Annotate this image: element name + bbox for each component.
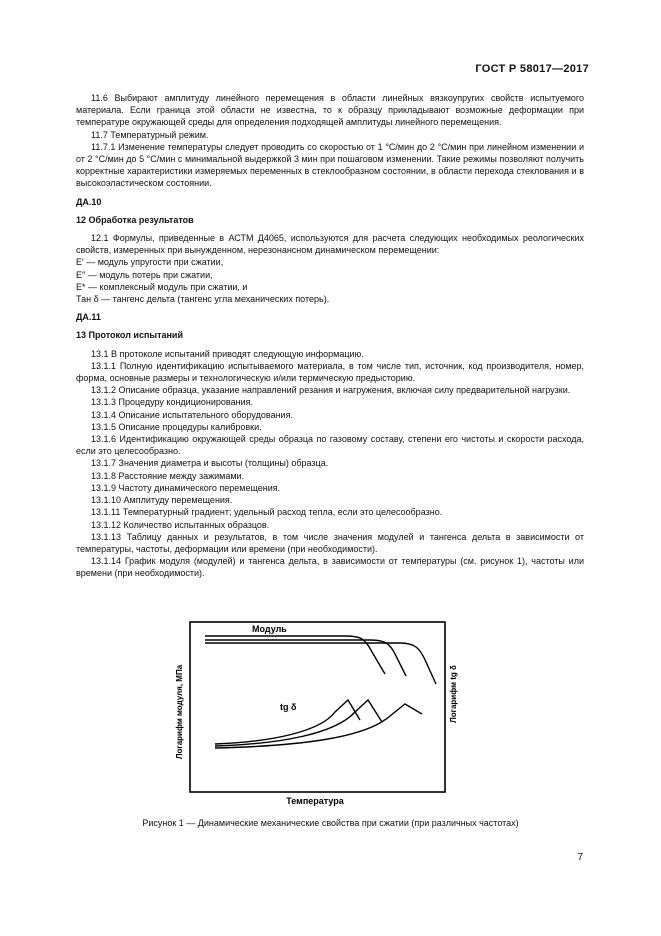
paragraph-13-1-8: 13.1.8 Расстояние между зажимами. [91, 470, 245, 481]
label-tg-delta: tg δ [280, 702, 297, 712]
y-axis-left-label: Логарифм модуля, МПа [175, 664, 184, 760]
tg-curve-2 [215, 700, 382, 746]
paragraph-13-1-14: 13.1.14 График модуля (модулей) и тангенса дельта, в зависимости от температуры (см. рисунок 1), частоты или времени (при необходимости). [76, 556, 584, 579]
paragraph-13-1-5: 13.1.5 Описание процедуры калибровки. [91, 421, 262, 432]
modulus-curve-1 [205, 636, 385, 674]
definition-e-double-prime: E″ — модуль потерь при сжатии, [76, 269, 213, 280]
modulus-curve-3 [205, 643, 436, 684]
section-heading-12: 12 Обработка результатов [76, 214, 194, 225]
definition-e-star: E* — комплексный модуль при сжатии, и [76, 281, 248, 292]
paragraph-13-1-11: 13.1.11 Температурный градиент; удельный расход тепла, если это целесообразно. [91, 507, 443, 518]
paragraph-13-1-6: 13.1.6 Идентификацию окружающей среды образца по газовому составу, степени его чистоты и скорости расхода, если это целесообразно. [76, 434, 584, 457]
paragraph-11-7-1: 11.7.1 Изменение температуры следует проводить со скоростью от 1 °С/мин до 2 °С/мин при линейном изменении и от 2 °С/мин до 5 °С/мин с минимальной выдержкой 3 мин при пошаговом изменении. Такие режимы позволяют получить корректные характеристики измеряемых переменных в стеклообразном состоянии, в области перехода стеклования и в высокоэластическом состоянии. [76, 141, 584, 189]
paragraph-13-1-4: 13.1.4 Описание испытательного оборудования. [91, 409, 293, 420]
paragraph-13-1: 13.1 В протоколе испытаний приводят следующую информацию. [91, 348, 364, 359]
paragraph-13-1-13: 13.1.13 Таблицу данных и результатов, в том числе значения модулей и тангенса дельта в зависимости от температуры, частоты, деформации или времени (при необходимости). [76, 531, 584, 554]
paragraph-11-7: 11.7 Температурный режим. [91, 129, 209, 140]
paragraph-13-1-12: 13.1.12 Количество испытанных образцов. [91, 519, 270, 530]
paragraph-13-1-1: 13.1.1 Полную идентификацию испытываемого материала, в том числе тип, источник, код производителя, номер, форма, основные размеры и технологическую и/или термическую предысторию. [76, 360, 584, 384]
paragraph-13-1-2: 13.1.2 Описание образца, указание направлений резания и нагружения, включая силу предварительной нагрузки. [91, 385, 571, 396]
definition-tan-delta: Тан δ — тангенс дельта (тангенс угла механических потерь). [76, 294, 330, 305]
plot-frame [190, 622, 445, 792]
figure-1-svg [160, 612, 505, 812]
paragraph-11-6: 11.6 Выбирают амплитуду линейного перемещения в области линейных вязкоупругих свойств испытуемого материала. Если граница этой области не известна, то к образцу прикладывают возможные деформации при температуре окружающей среды для определения подходящей амплитуды линейного перемещения. [76, 93, 584, 128]
paragraph-13-1-7: 13.1.7 Значения диаметра и высоты (толщины) образца. [91, 458, 329, 469]
page-number: 7 [577, 852, 583, 863]
paragraph-12-1: 12.1 Формулы, приведенные в АСТМ Д4065, используются для расчета следующих необходимых реологических свойств, измеренных при вынужденном, нерезонансном динамическом перемещении: [76, 233, 584, 256]
document-body [76, 92, 584, 580]
label-modulus: Модуль [252, 624, 287, 634]
section-heading-13: 13 Протокол испытаний [76, 330, 183, 341]
y-axis-right-label: Логарифм tg δ [449, 665, 458, 723]
paragraph-13-1-9: 13.1.9 Частоту динамического перемещения. [91, 482, 281, 493]
annex-heading-da-11: ДА.11 [76, 312, 101, 323]
annex-heading-da-10: ДА.10 [76, 196, 102, 207]
figure-1 [160, 612, 505, 812]
paragraph-13-1-10: 13.1.10 Амплитуду перемещения. [91, 495, 233, 506]
definition-e-prime: E′ — модуль упругости при сжатии, [76, 257, 224, 268]
document-id: ГОСТ Р 58017—2017 [475, 63, 589, 75]
x-axis-label: Температура [286, 796, 344, 806]
paragraph-13-1-3: 13.1.3 Процедуру кондиционирования. [91, 397, 253, 408]
figure-caption: Рисунок 1 — Динамические механические свойства при сжатии (при различных частотах) [142, 818, 519, 828]
